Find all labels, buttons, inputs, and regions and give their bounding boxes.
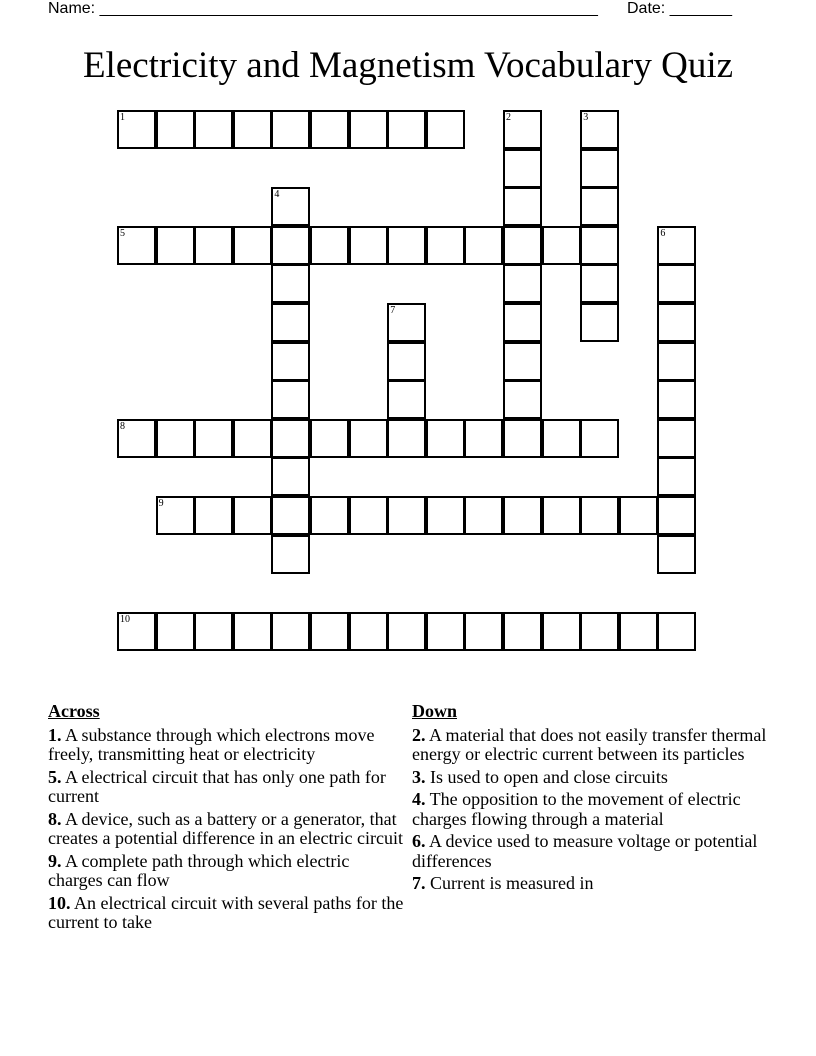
crossword-cell[interactable]	[387, 612, 426, 651]
crossword-cell[interactable]	[271, 342, 310, 381]
clue-number: 5	[120, 227, 125, 239]
crossword-cell[interactable]	[271, 496, 310, 535]
crossword-cell[interactable]	[580, 187, 619, 226]
clue-item	[48, 768, 404, 807]
clue-item	[48, 810, 404, 849]
clue-item	[48, 852, 404, 891]
clue-number: 1	[120, 112, 125, 123]
crossword-cell[interactable]	[619, 612, 658, 651]
clue-number: 6	[660, 227, 666, 239]
clue-item	[412, 790, 772, 829]
crossword-cell[interactable]	[503, 187, 542, 226]
clue-item	[48, 894, 404, 933]
clue-number: 2	[506, 112, 511, 123]
crossword-cell[interactable]	[271, 264, 310, 303]
crossword-cell[interactable]	[503, 226, 542, 265]
crossword-cell[interactable]	[580, 612, 619, 651]
clue-item-text: A complete path through which electric charges can flow	[48, 850, 350, 890]
clue-number: 8	[120, 420, 125, 432]
clue-item-text: A substance through which electrons move freely, transmitting heat or electricity	[48, 724, 375, 764]
down-clue-list	[412, 726, 772, 894]
name-line: Name: ________________________________________________________	[48, 0, 598, 17]
crossword-cell[interactable]	[387, 226, 426, 265]
crossword-cell[interactable]	[271, 380, 310, 419]
crossword-cell[interactable]	[426, 496, 465, 535]
crossword-cell[interactable]	[387, 496, 426, 535]
crossword-cell[interactable]	[271, 457, 310, 496]
crossword-cell[interactable]	[349, 226, 388, 265]
crossword-cell[interactable]	[387, 342, 426, 381]
across-clues	[48, 702, 404, 936]
clue-item-number: 3.	[412, 766, 426, 787]
clue-item-number: 8.	[48, 808, 62, 829]
crossword-cell[interactable]	[387, 380, 426, 419]
crossword-cell[interactable]	[657, 496, 696, 535]
crossword-cell[interactable]	[542, 496, 581, 535]
crossword-cell[interactable]	[271, 187, 310, 226]
crossword-cell[interactable]	[117, 110, 156, 149]
crossword-cell[interactable]	[271, 226, 310, 265]
crossword-cell[interactable]	[387, 419, 426, 458]
crossword-cell[interactable]	[387, 110, 426, 149]
crossword-cell[interactable]	[542, 612, 581, 651]
crossword-cell[interactable]	[233, 226, 272, 265]
crossword-cell[interactable]	[503, 612, 542, 651]
crossword-cell[interactable]	[194, 110, 233, 149]
clue-item-text: A device, such as a battery or a generator, that creates a potential difference in an electric circuit	[48, 808, 403, 848]
clue-item-text: A device used to measure voltage or potential differences	[412, 831, 758, 871]
crossword-cell[interactable]	[464, 226, 503, 265]
clue-number: 7	[390, 305, 396, 316]
clue-item-text: Is used to open and close circuits	[425, 766, 668, 787]
crossword-cell[interactable]	[580, 226, 619, 265]
clue-item-number: 10.	[48, 892, 71, 913]
crossword-cell[interactable]	[156, 496, 195, 535]
crossword-cell[interactable]	[580, 110, 619, 149]
clue-item	[412, 768, 772, 788]
clue-item-text: The opposition to the movement of electric charges flowing through a material	[412, 789, 741, 829]
crossword-cell[interactable]	[542, 226, 581, 265]
crossword-cell[interactable]	[233, 110, 272, 149]
crossword-cell[interactable]	[580, 419, 619, 458]
crossword-cell[interactable]	[233, 612, 272, 651]
crossword-cell[interactable]	[657, 457, 696, 496]
crossword-cell[interactable]	[271, 612, 310, 651]
crossword-cell[interactable]	[194, 496, 233, 535]
clue-item-number: 1.	[48, 724, 62, 745]
crossword-cell[interactable]	[503, 380, 542, 419]
crossword-cell[interactable]	[310, 419, 349, 458]
clue-item-text: A electrical circuit that has only one path for current	[48, 766, 386, 806]
clue-item-number: 6.	[412, 831, 426, 851]
clue-item	[412, 726, 772, 765]
crossword-cell[interactable]	[503, 342, 542, 381]
crossword-cell[interactable]	[233, 496, 272, 535]
clue-item	[412, 874, 772, 894]
crossword-cell[interactable]	[657, 264, 696, 303]
crossword-cell[interactable]	[503, 419, 542, 458]
crossword-cell[interactable]	[580, 303, 619, 342]
crossword-cell[interactable]	[657, 535, 696, 574]
down-clues	[412, 702, 772, 897]
clue-item-text: A material that does not easily transfer thermal energy or electric current between its particles	[412, 724, 767, 764]
clue-item-number: 2.	[412, 724, 426, 745]
clue-item-text: An electrical circuit with several paths for the current to take	[48, 892, 404, 932]
crossword-cell[interactable]	[271, 303, 310, 342]
crossword-cell[interactable]	[194, 612, 233, 651]
crossword-cell[interactable]	[464, 496, 503, 535]
clue-number: 4	[274, 189, 280, 201]
crossword-cell[interactable]	[349, 496, 388, 535]
crossword-cell[interactable]	[271, 535, 310, 574]
crossword-cell[interactable]	[156, 419, 195, 458]
crossword-cell[interactable]	[117, 419, 156, 458]
crossword-cell[interactable]	[542, 419, 581, 458]
crossword-cell[interactable]	[464, 419, 503, 458]
crossword-cell[interactable]	[349, 612, 388, 651]
page-title: Electricity and Magnetism Vocabulary Quiz	[82, 45, 734, 86]
crossword-cell[interactable]	[426, 419, 465, 458]
crossword-cell[interactable]	[426, 612, 465, 651]
clue-number: 10	[120, 613, 130, 625]
clue-item-number: 5.	[48, 766, 62, 787]
crossword-cell[interactable]	[156, 110, 195, 149]
crossword-cell[interactable]	[657, 380, 696, 419]
clue-item-number: 4.	[412, 789, 426, 809]
down-heading: Down	[412, 701, 458, 721]
crossword-cell[interactable]	[580, 149, 619, 188]
crossword-cell[interactable]	[503, 264, 542, 303]
crossword-cell[interactable]	[426, 226, 465, 265]
crossword-cell[interactable]	[117, 612, 156, 651]
crossword-cell[interactable]	[310, 226, 349, 265]
date-line: Date: _______	[627, 0, 732, 17]
crossword-cell[interactable]	[657, 226, 696, 265]
crossword-cell[interactable]	[657, 419, 696, 458]
crossword-cell[interactable]	[156, 612, 195, 651]
crossword-cell[interactable]	[349, 110, 388, 149]
crossword-cell[interactable]	[503, 149, 542, 188]
clue-item-text: Current is measured in	[425, 873, 594, 893]
crossword-cell[interactable]	[310, 110, 349, 149]
crossword-cell[interactable]	[387, 303, 426, 342]
crossword-cell[interactable]	[464, 612, 503, 651]
crossword-cell[interactable]	[503, 496, 542, 535]
crossword-cell[interactable]	[657, 612, 696, 651]
crossword-cell[interactable]	[349, 419, 388, 458]
crossword-cell[interactable]	[310, 496, 349, 535]
crossword-cell[interactable]	[117, 226, 156, 265]
across-clue-list	[48, 726, 404, 933]
crossword-cell[interactable]	[310, 612, 349, 651]
clue-item	[412, 832, 772, 871]
crossword-cell[interactable]	[657, 303, 696, 342]
clue-item-number: 9.	[48, 850, 62, 871]
crossword-cell[interactable]	[271, 110, 310, 149]
crossword-cell[interactable]	[580, 264, 619, 303]
crossword-cell[interactable]	[426, 110, 465, 149]
crossword-cell[interactable]	[619, 496, 658, 535]
clue-item	[48, 726, 404, 765]
crossword-cell[interactable]	[503, 110, 542, 149]
across-heading: Across	[48, 701, 100, 721]
crossword-cell[interactable]	[503, 303, 542, 342]
crossword-cell[interactable]	[194, 419, 233, 458]
clue-item-number: 7.	[412, 873, 426, 893]
crossword-cell[interactable]	[156, 226, 195, 265]
crossword-cell[interactable]	[271, 419, 310, 458]
clue-number: 3	[583, 112, 589, 123]
crossword-cell[interactable]	[233, 419, 272, 458]
crossword-cell[interactable]	[580, 496, 619, 535]
crossword-cell[interactable]	[194, 226, 233, 265]
clue-number: 9	[158, 498, 164, 509]
crossword-cell[interactable]	[657, 342, 696, 381]
